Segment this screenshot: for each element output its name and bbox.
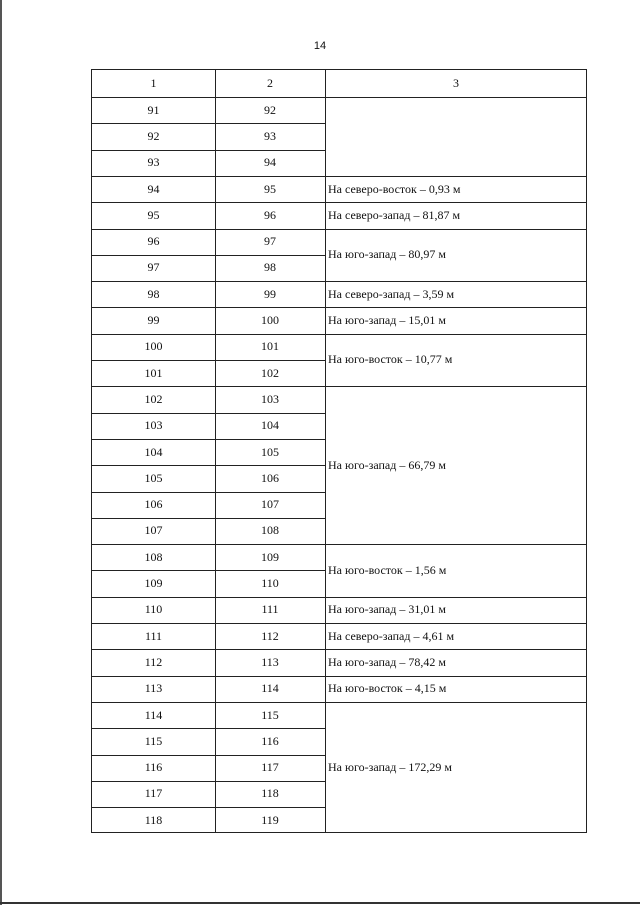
- cell-point-from: 93: [147, 155, 160, 170]
- cell-direction-distance: [325, 97, 587, 176]
- cell-direction-distance: На юго-запад – 66,79 м: [328, 457, 446, 472]
- cell-point-from: 96: [147, 234, 160, 249]
- row-divider: [92, 229, 325, 230]
- cell-point-to: 99: [264, 286, 276, 301]
- row-divider: [92, 781, 325, 782]
- cell-direction-distance: На юго-запад – 31,01 м: [328, 602, 446, 617]
- row-divider: [92, 439, 325, 440]
- cell-point-to: 108: [261, 523, 279, 538]
- row-divider: [325, 597, 586, 598]
- row-divider: [92, 150, 325, 151]
- cell-point-from: 106: [144, 497, 163, 512]
- cell-direction-distance: На северо-запад – 3,59 м: [328, 286, 455, 301]
- row-divider: [92, 255, 325, 256]
- cell-point-to: 95: [264, 181, 276, 196]
- cell-point-from: 101: [144, 365, 163, 380]
- cell-direction-distance: На юго-восток – 1,56 м: [328, 562, 447, 577]
- row-divider: [92, 597, 325, 598]
- row-divider: [92, 307, 325, 308]
- cell-direction-distance: На юго-запад – 80,97 м: [328, 247, 446, 262]
- row-divider: [325, 544, 586, 545]
- row-divider: [92, 518, 325, 519]
- row-divider: [92, 755, 325, 756]
- row-divider: [92, 123, 325, 124]
- cell-point-from: 102: [144, 391, 163, 406]
- cell-point-to: 93: [264, 128, 276, 143]
- row-divider: [325, 307, 586, 308]
- row-divider: [325, 386, 586, 387]
- row-divider: [325, 334, 586, 335]
- cell-point-from: 98: [147, 286, 160, 301]
- cell-point-from: 109: [144, 576, 163, 591]
- row-divider: [92, 702, 325, 703]
- cell-point-from: 118: [144, 812, 163, 827]
- cell-direction-distance: На северо-запад – 4,61 м: [328, 628, 455, 643]
- cell-point-to: 110: [261, 576, 279, 591]
- row-divider: [92, 281, 325, 282]
- cell-point-to: 97: [264, 234, 276, 249]
- scan-bottom-edge: [0, 902, 640, 904]
- cell-point-to: 100: [261, 313, 279, 328]
- cell-point-from: 103: [144, 418, 163, 433]
- row-divider: [92, 334, 325, 335]
- row-divider: [92, 544, 325, 545]
- cell-point-from: 114: [144, 707, 163, 722]
- cell-point-to: 107: [261, 497, 279, 512]
- row-divider: [325, 176, 586, 177]
- cell-point-from: 111: [144, 628, 163, 643]
- row-divider: [92, 570, 325, 571]
- cell-direction-distance: На юго-запад – 15,01 м: [328, 313, 446, 328]
- cell-point-from: 113: [144, 681, 163, 696]
- cell-direction-distance: На юго-запад – 172,29 м: [328, 760, 452, 775]
- cell-point-from: 99: [147, 313, 160, 328]
- boundary-table: [91, 69, 587, 833]
- cell-point-from: 100: [144, 339, 163, 354]
- row-divider: [325, 702, 586, 703]
- cell-point-from: 112: [144, 654, 163, 669]
- cell-point-to: 102: [261, 365, 279, 380]
- cell-direction-distance: На юго-запад – 78,42 м: [328, 654, 446, 669]
- cell-point-to: 109: [261, 549, 279, 564]
- cell-point-to: 115: [261, 707, 279, 722]
- cell-point-from: 108: [144, 549, 163, 564]
- row-divider: [92, 465, 325, 466]
- row-divider: [325, 202, 586, 203]
- page-number: 14: [313, 40, 327, 52]
- cell-point-from: 95: [147, 207, 160, 222]
- cell-point-to: 112: [261, 628, 279, 643]
- row-divider: [92, 413, 325, 414]
- cell-point-from: 97: [147, 260, 160, 275]
- cell-point-from: 115: [144, 733, 163, 748]
- cell-point-to: 111: [261, 602, 279, 617]
- row-divider: [92, 386, 325, 387]
- cell-direction-distance: На северо-запад – 81,87 м: [328, 207, 461, 222]
- cell-point-from: 116: [144, 760, 163, 775]
- header-col-2: 2: [267, 76, 273, 90]
- cell-point-from: 94: [147, 181, 160, 196]
- row-divider: [325, 649, 586, 650]
- row-divider: [92, 649, 325, 650]
- cell-point-to: 118: [261, 786, 279, 801]
- cell-point-from: 110: [144, 602, 163, 617]
- row-divider: [325, 229, 586, 230]
- cell-point-to: 92: [264, 102, 276, 117]
- cell-point-to: 113: [261, 654, 279, 669]
- row-divider: [92, 623, 325, 624]
- row-divider: [92, 807, 325, 808]
- cell-point-from: 117: [144, 786, 163, 801]
- cell-direction-distance: На юго-восток – 4,15 м: [328, 681, 447, 696]
- row-divider: [325, 623, 586, 624]
- cell-point-to: 104: [261, 418, 279, 433]
- cell-point-to: 96: [264, 207, 276, 222]
- cell-point-to: 106: [261, 470, 279, 485]
- cell-point-to: 119: [261, 812, 279, 827]
- cell-point-to: 94: [264, 155, 276, 170]
- cell-direction-distance: На юго-восток – 10,77 м: [328, 352, 453, 367]
- cell-point-from: 105: [144, 470, 163, 485]
- header-col-3: 3: [453, 76, 459, 90]
- row-divider: [92, 676, 325, 677]
- cell-point-from: 107: [144, 523, 163, 538]
- row-divider: [325, 281, 586, 282]
- cell-point-to: 103: [261, 391, 279, 406]
- cell-point-to: 114: [261, 681, 279, 696]
- cell-point-to: 117: [261, 760, 279, 775]
- cell-point-from: 104: [144, 444, 163, 459]
- row-divider: [325, 676, 586, 677]
- row-divider: [92, 492, 325, 493]
- row-divider: [92, 202, 325, 203]
- scan-left-edge: [0, 0, 2, 905]
- cell-point-from: 91: [147, 102, 160, 117]
- cell-point-to: 105: [261, 444, 279, 459]
- cell-point-to: 98: [264, 260, 276, 275]
- row-divider: [92, 728, 325, 729]
- cell-point-to: 116: [261, 733, 279, 748]
- header-col-1: 1: [150, 76, 157, 90]
- row-divider: [92, 360, 325, 361]
- cell-point-to: 101: [261, 339, 279, 354]
- cell-point-from: 92: [147, 128, 160, 143]
- row-divider: [92, 176, 325, 177]
- cell-direction-distance: На северо-восток – 0,93 м: [328, 181, 461, 196]
